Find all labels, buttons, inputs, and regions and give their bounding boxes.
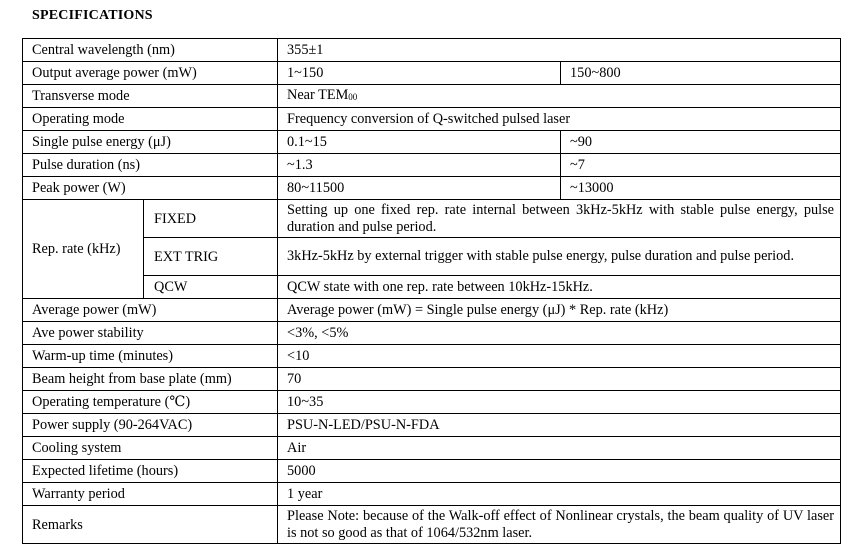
spec-label: Ave power stability	[23, 322, 278, 345]
spec-label: Pulse duration (ns)	[23, 154, 278, 177]
spec-value: 1~150	[278, 62, 561, 85]
table-row	[23, 85, 841, 108]
spec-label: Rep. rate (kHz)	[23, 200, 144, 299]
spec-label: Central wavelength (nm)	[23, 39, 278, 62]
spec-label: Single pulse energy (μJ)	[23, 131, 278, 154]
spec-value: 0.1~15	[278, 131, 561, 154]
table-row	[23, 299, 841, 322]
table-row	[23, 200, 841, 238]
spec-label: Power supply (90-264VAC)	[23, 414, 278, 437]
spec-label: Peak power (W)	[23, 177, 278, 200]
spec-value: 150~800	[561, 62, 841, 85]
table-row	[23, 154, 841, 177]
spec-label: Transverse mode	[23, 85, 278, 108]
spec-value: Average power (mW) = Single pulse energy (μJ) * Rep. rate (kHz)	[278, 299, 841, 322]
spec-value: ~1.3	[278, 154, 561, 177]
spec-label: Warranty period	[23, 483, 278, 506]
spec-value: 3kHz-5kHz by external trigger with stable pulse energy, pulse duration and pulse period.	[278, 238, 841, 276]
spec-value: PSU-N-LED/PSU-N-FDA	[278, 414, 841, 437]
table-row	[23, 177, 841, 200]
spec-label: Operating mode	[23, 108, 278, 131]
spec-value: <3%, <5%	[278, 322, 841, 345]
spec-value: Frequency conversion of Q-switched pulsed laser	[278, 108, 841, 131]
table-row	[23, 506, 841, 544]
table-row	[23, 483, 841, 506]
spec-value-subscript: 00	[348, 92, 358, 102]
spec-value: 80~11500	[278, 177, 561, 200]
table-row	[23, 391, 841, 414]
spec-value: Please Note: because of the Walk-off effect of Nonlinear crystals, the beam quality of UV laser is not so good as that of 1064/532nm laser.	[278, 506, 841, 544]
spec-sublabel: EXT TRIG	[144, 238, 278, 276]
spec-value: 1 year	[278, 483, 841, 506]
spec-value: 70	[278, 368, 841, 391]
spec-value: 10~35	[278, 391, 841, 414]
spec-label: Remarks	[23, 506, 278, 544]
spec-value: 355±1	[278, 39, 841, 62]
table-row	[23, 108, 841, 131]
spec-value	[278, 85, 841, 108]
section-heading: SPECIFICATIONS	[32, 8, 153, 23]
table-row	[23, 322, 841, 345]
spec-value: ~13000	[561, 177, 841, 200]
spec-label: Warm-up time (minutes)	[23, 345, 278, 368]
spec-value: QCW state with one rep. rate between 10kHz-15kHz.	[278, 276, 841, 299]
table-row	[23, 345, 841, 368]
table-row	[23, 437, 841, 460]
table-row	[23, 414, 841, 437]
spec-sublabel: QCW	[144, 276, 278, 299]
spec-value-text: Near TEM	[287, 87, 349, 103]
spec-label: Cooling system	[23, 437, 278, 460]
spec-label: Expected lifetime (hours)	[23, 460, 278, 483]
table-row	[23, 39, 841, 62]
spec-value: Setting up one fixed rep. rate internal between 3kHz-5kHz with stable pulse energy, pulse duration and pulse period.	[278, 200, 841, 238]
spec-label: Average power (mW)	[23, 299, 278, 322]
table-row	[23, 368, 841, 391]
table-row	[23, 238, 841, 276]
spec-label: Output average power (mW)	[23, 62, 278, 85]
table-row	[23, 62, 841, 85]
spec-sublabel: FIXED	[144, 200, 278, 238]
table-row	[23, 276, 841, 299]
table-row	[23, 460, 841, 483]
table-row	[23, 131, 841, 154]
spec-value: ~90	[561, 131, 841, 154]
spec-label: Beam height from base plate (mm)	[23, 368, 278, 391]
spec-label: Operating temperature (℃)	[23, 391, 278, 414]
spec-value: 5000	[278, 460, 841, 483]
spec-value: ~7	[561, 154, 841, 177]
spec-value: <10	[278, 345, 841, 368]
specifications-table	[22, 38, 841, 544]
spec-value: Air	[278, 437, 841, 460]
